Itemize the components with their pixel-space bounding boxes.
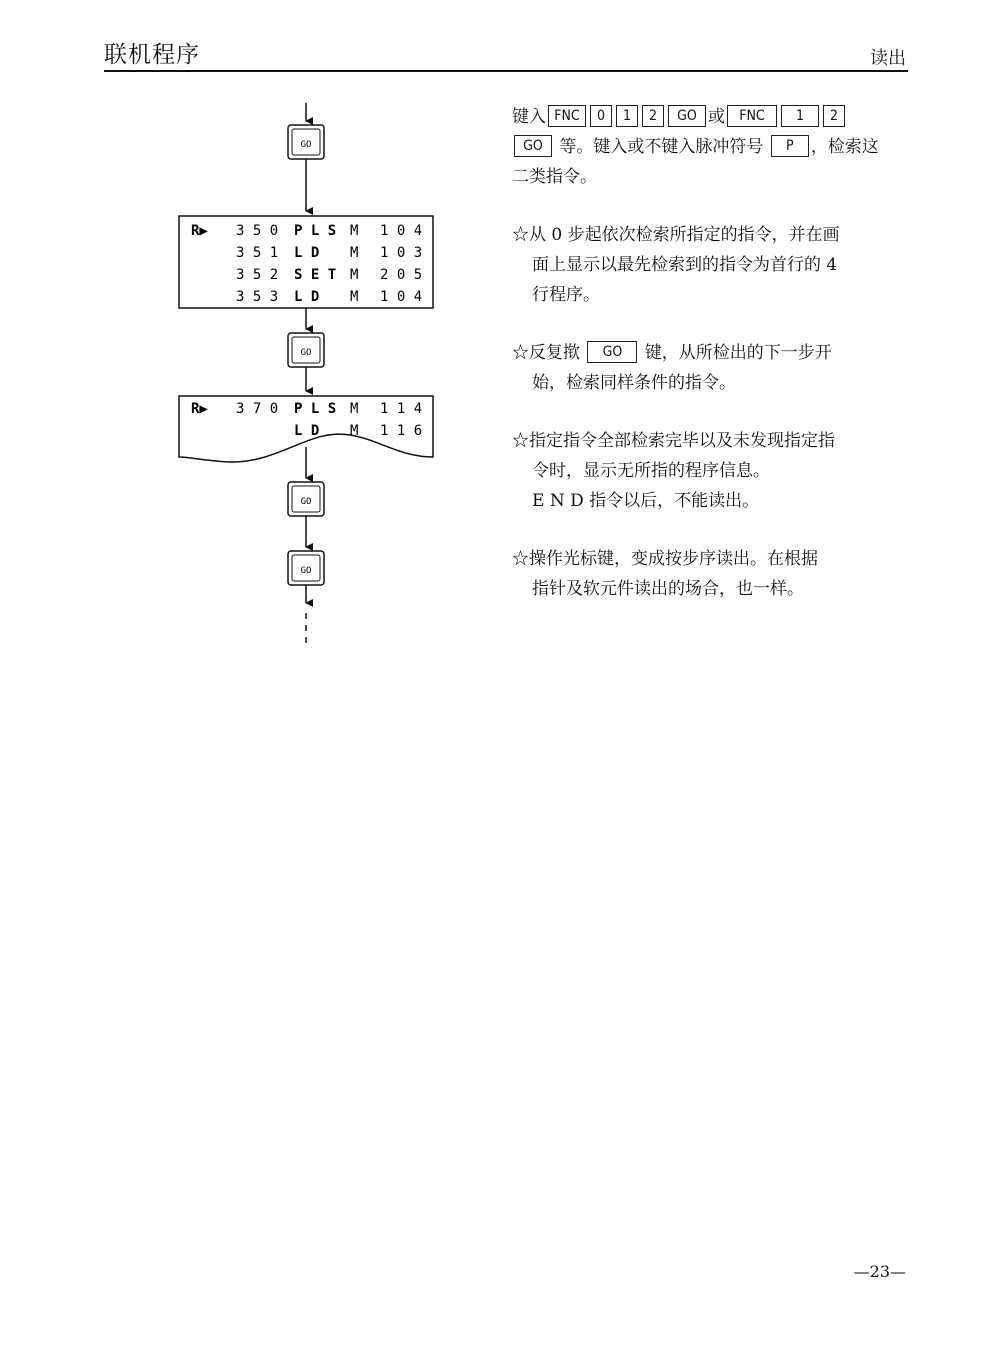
intro-line-3: 二类指令。 bbox=[512, 167, 597, 187]
intro-line-1: 键入 FNC 0 1 2 GO 或 FNC 1 2 bbox=[512, 102, 912, 132]
display-screen-1 bbox=[179, 216, 433, 308]
key-1: 1 bbox=[616, 105, 638, 127]
screen1-cursor: R▶ bbox=[191, 223, 208, 239]
bullet-1-line-3: 行程序。 bbox=[532, 285, 600, 305]
key-0: 0 bbox=[590, 105, 612, 127]
screen2-row-2 bbox=[294, 423, 422, 439]
header-rule bbox=[104, 70, 908, 72]
go-key-3 bbox=[288, 482, 324, 516]
key-2-alt: 2 bbox=[823, 105, 845, 127]
bullet-1-line-1: ☆从 0 步起依次检索所指定的指令，并在画 bbox=[512, 225, 840, 245]
svg-text:1 0 4: 1 0 4 bbox=[380, 223, 423, 239]
svg-text:3 5 1: 3 5 1 bbox=[236, 245, 279, 261]
svg-text:L D: L D bbox=[294, 289, 320, 305]
key-go: GO bbox=[668, 105, 706, 127]
key-fnc: FNC bbox=[548, 105, 586, 127]
screen1-row-3 bbox=[236, 267, 422, 283]
bullet-3-line-2: 令时，显示无所指的程序信息。 bbox=[532, 461, 770, 481]
key-2: 2 bbox=[642, 105, 664, 127]
svg-text:P L S: P L S bbox=[294, 223, 337, 239]
bullet-4-line-1: ☆操作光标键，变成按步序读出。在根据 bbox=[512, 549, 818, 569]
screen2-cursor: R▶ bbox=[191, 401, 208, 417]
key-go-bullet2: GO bbox=[587, 341, 637, 363]
bullet-3-line-3: E N D 指令以后，不能读出。 bbox=[532, 491, 760, 511]
svg-text:S E T: S E T bbox=[294, 267, 337, 283]
svg-text:3 5 2: 3 5 2 bbox=[236, 267, 279, 283]
page-number: —23— bbox=[853, 1262, 906, 1281]
svg-text:M: M bbox=[350, 223, 359, 239]
bullet-1-line-2: 面上显示以最先检索到的指令为首行的 4 bbox=[532, 255, 838, 275]
svg-text:M: M bbox=[350, 245, 359, 261]
intro-line-2: GO 等。键入或不键入脉冲符号 P ，检索这 bbox=[512, 132, 912, 162]
svg-text:1 1 4: 1 1 4 bbox=[380, 401, 423, 417]
go-key-2 bbox=[288, 333, 324, 367]
go-key-3-label: GO bbox=[300, 497, 312, 507]
svg-text:3 5 0: 3 5 0 bbox=[236, 223, 279, 239]
svg-text:P L S: P L S bbox=[294, 401, 337, 417]
page-header-title: 联机程序 bbox=[104, 42, 200, 68]
svg-text:L D: L D bbox=[294, 245, 320, 261]
svg-text:3 7 0: 3 7 0 bbox=[236, 401, 279, 417]
screen1-row-1 bbox=[236, 223, 422, 239]
svg-text:3 5 3: 3 5 3 bbox=[236, 289, 279, 305]
key-p: P bbox=[771, 135, 809, 157]
bullet-2-line-1: ☆反复揿 GO 键，从所检出的下一步开 bbox=[512, 343, 832, 363]
go-key-2-label: GO bbox=[300, 348, 312, 358]
go-key-4-label: GO bbox=[300, 566, 312, 576]
svg-text:1 0 4: 1 0 4 bbox=[380, 289, 423, 305]
go-key-1-label: GO bbox=[300, 140, 312, 150]
svg-text:2 0 5: 2 0 5 bbox=[380, 267, 423, 283]
read-flow-diagram bbox=[170, 95, 450, 655]
bullet-4-line-2: 指针及软元件读出的场合，也一样。 bbox=[532, 579, 804, 599]
svg-text:1 1 6: 1 1 6 bbox=[380, 423, 423, 439]
svg-text:M: M bbox=[350, 423, 359, 439]
key-fnc-alt: FNC bbox=[727, 105, 777, 127]
key-1-alt: 1 bbox=[781, 105, 819, 127]
svg-text:L D: L D bbox=[294, 423, 320, 439]
screen2-row-1 bbox=[236, 401, 422, 417]
svg-text:M: M bbox=[350, 401, 359, 417]
instruction-text bbox=[512, 102, 912, 604]
go-key-1 bbox=[288, 125, 324, 159]
key-go-line2: GO bbox=[514, 135, 552, 157]
svg-text:M: M bbox=[350, 267, 359, 283]
svg-text:M: M bbox=[350, 289, 359, 305]
svg-text:1 0 3: 1 0 3 bbox=[380, 245, 423, 261]
go-key-4 bbox=[288, 551, 324, 585]
page-header-section: 读出 bbox=[870, 48, 906, 69]
bullet-3-line-1: ☆指定指令全部检索完毕以及未发现指定指 bbox=[512, 431, 835, 451]
bullet-2-line-2: 始，检索同样条件的指令。 bbox=[532, 373, 736, 393]
